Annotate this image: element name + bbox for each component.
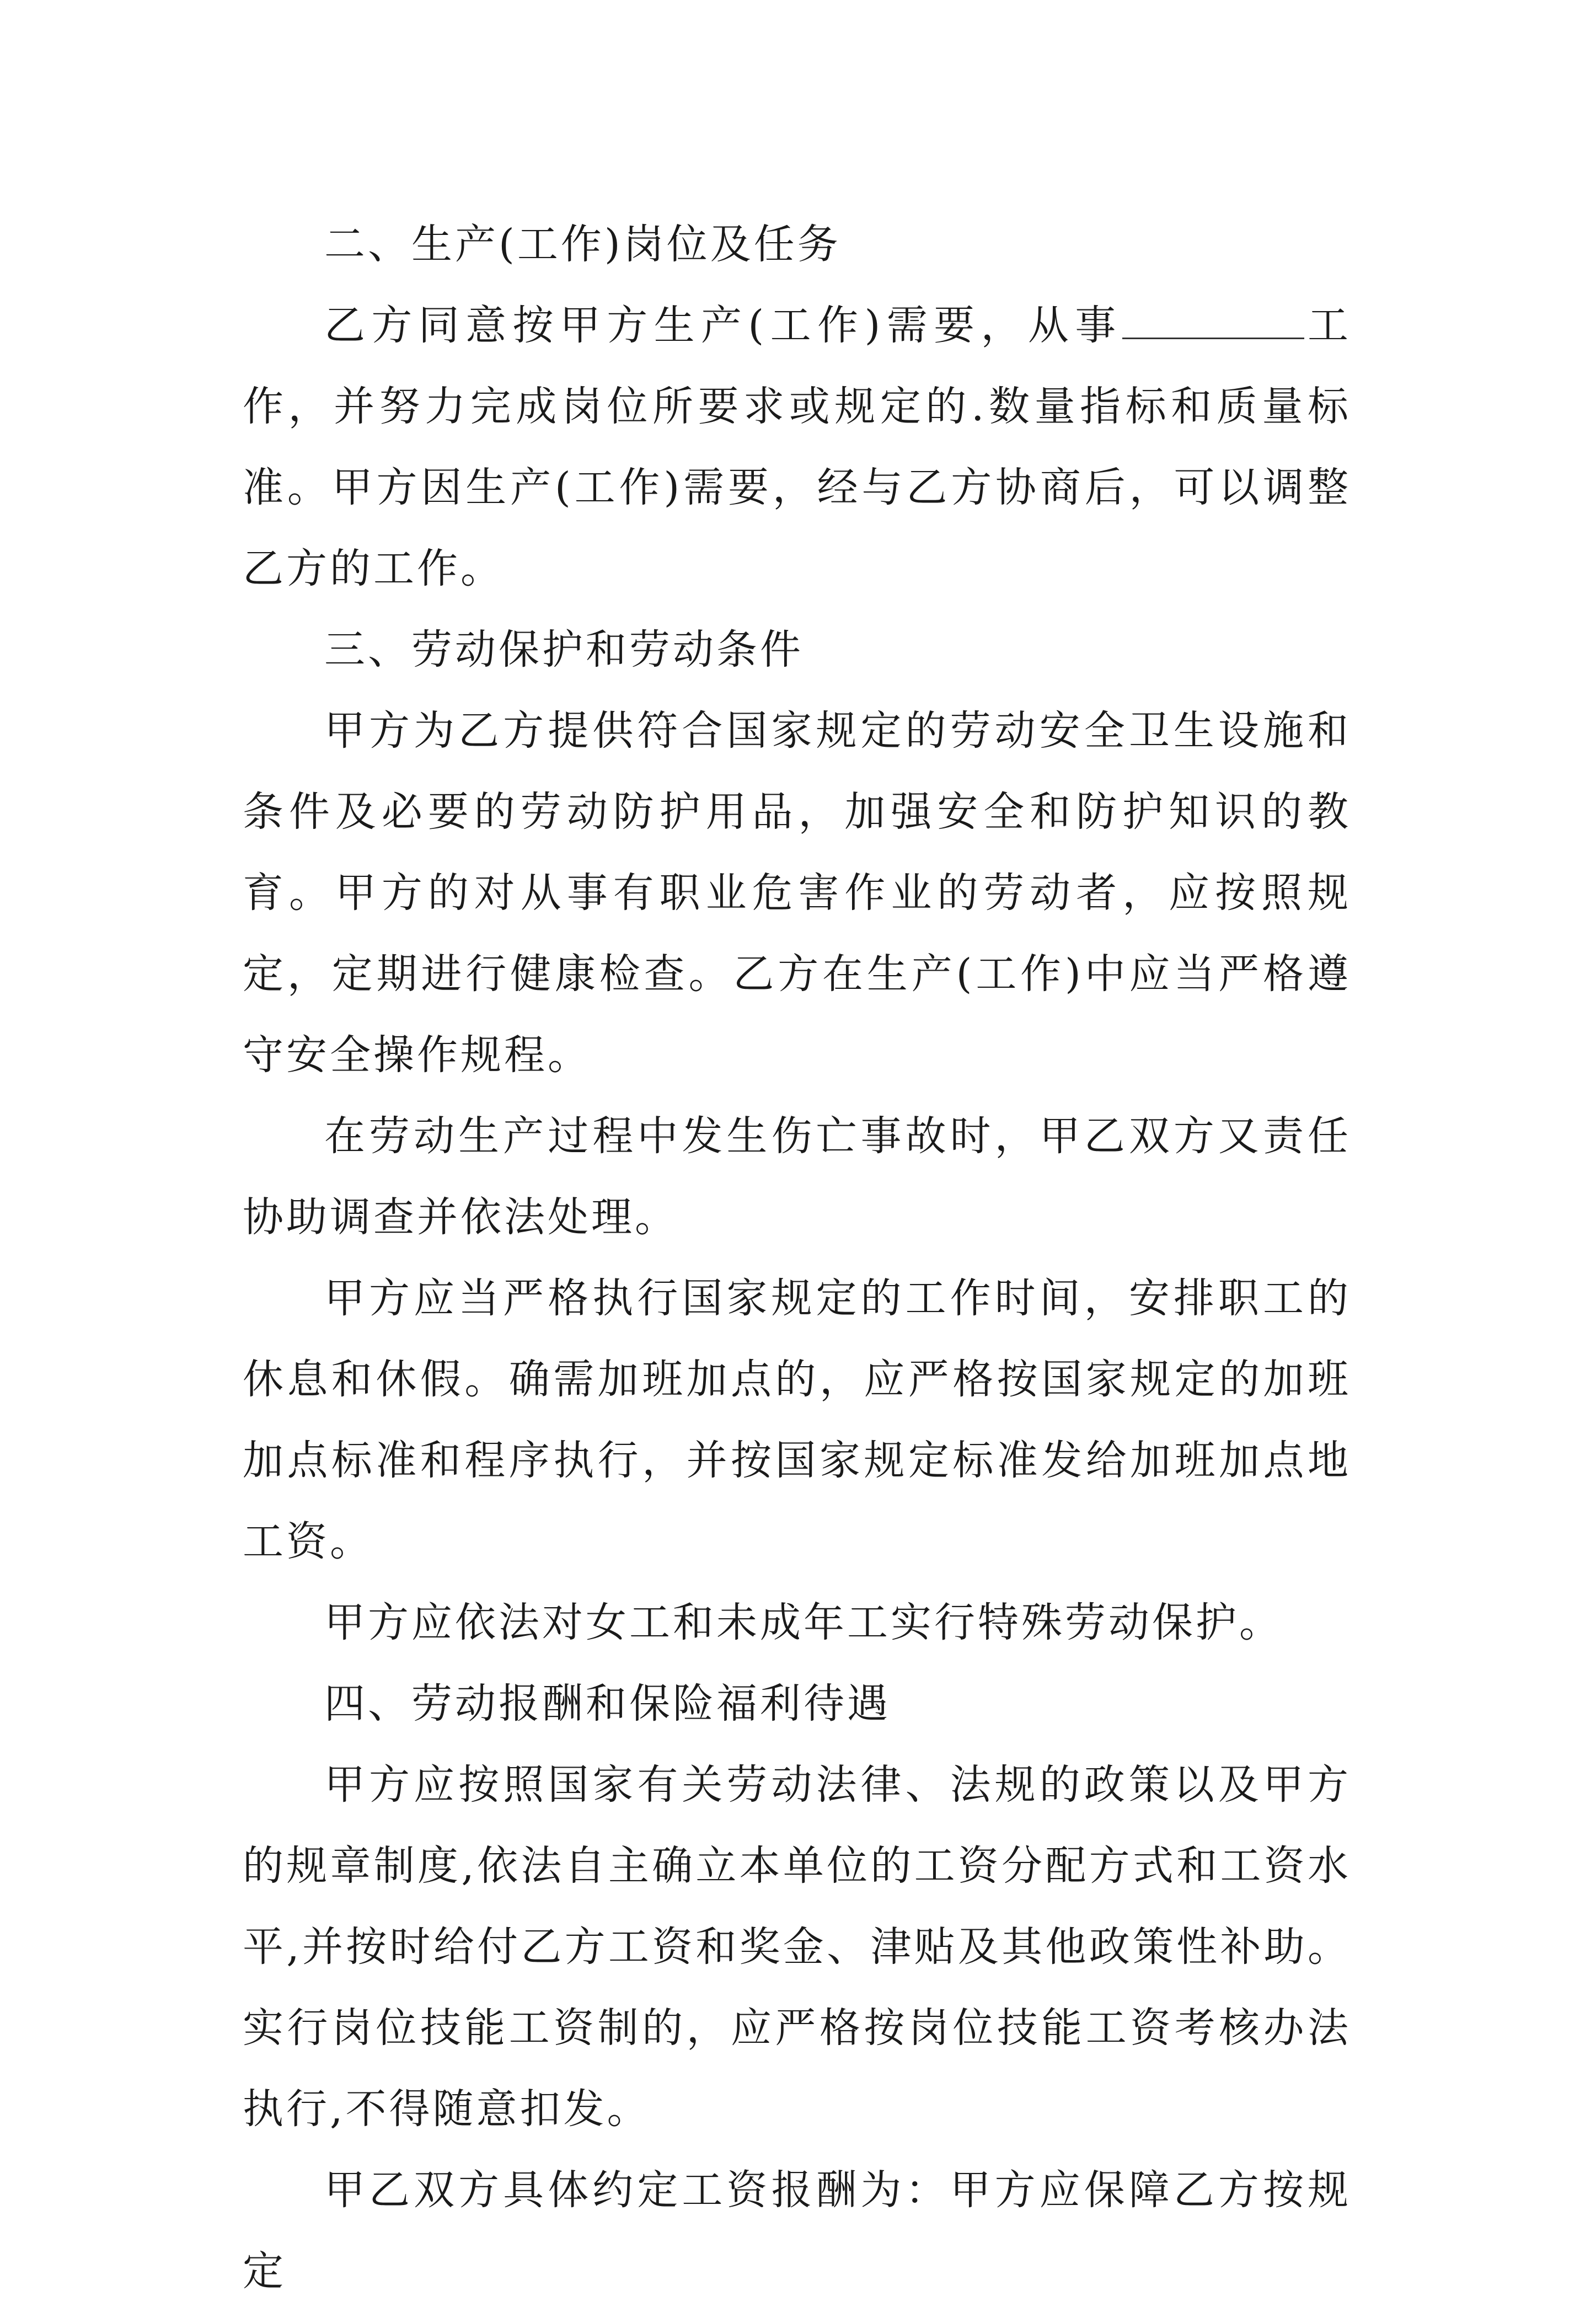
section-heading-4: 四、劳动报酬和保险福利待遇 [324,1680,891,1727]
paragraph-safety: 甲方为乙方提供符合国家规定的劳动安全卫生设施和条件及必要的劳动防护用品，加强安全和防护知识的教育。甲方的对从事有职业危害作业的劳动者，应按照规定，定期进行健康检查。乙方在生产(工作)中应当严格遵守安全操作规程。 [243,707,1351,1079]
paragraph-wages: 甲方应按照国家有关劳动法律、法规的政策以及甲方的规章制度,依法自主确立本单位的工资分配方式和工资水平,并按时给付乙方工资和奖金、津贴及其他政策性补助。实行岗位技能工资制的，应严格按岗位技能工资考核办法执行,不得随意扣发。 [243,1761,1351,2133]
paragraph-job-duties [243,285,1351,609]
paragraph-text: 乙方同意按甲方生产(工作)需要，从事 [324,302,1122,349]
paragraph-working-hours: 甲方应当严格执行国家规定的工作时间，安排职工的休息和休假。确需加班加点的，应严格按国家规定的加班加点标准和程序执行，并按国家规定标准发给加班加点地工资。 [243,1275,1351,1565]
section-heading-3: 三、劳动保护和劳动条件 [324,626,804,673]
paragraph-special-protection: 甲方应依法对女工和未成年工实行特殊劳动保护。 [324,1599,1283,1646]
document-body [243,204,1351,2312]
paragraph-salary-agreement: 甲乙双方具体约定工资报酬为：甲方应保障乙方按规定 [243,2166,1351,2295]
fill-in-blank-line [1122,304,1304,339]
paragraph-text: 工作，并努力完成岗位所要求或规定的.数量指标和质量标准。甲方因生产(工作)需要，经与乙方协商后，可以调整乙方的工作。 [243,302,1351,592]
paragraph-accident: 在劳动生产过程中发生伤亡事故时，甲乙双方又责任协助调查并依法处理。 [243,1112,1351,1241]
section-heading-2: 二、生产(工作)岗位及任务 [324,221,841,268]
